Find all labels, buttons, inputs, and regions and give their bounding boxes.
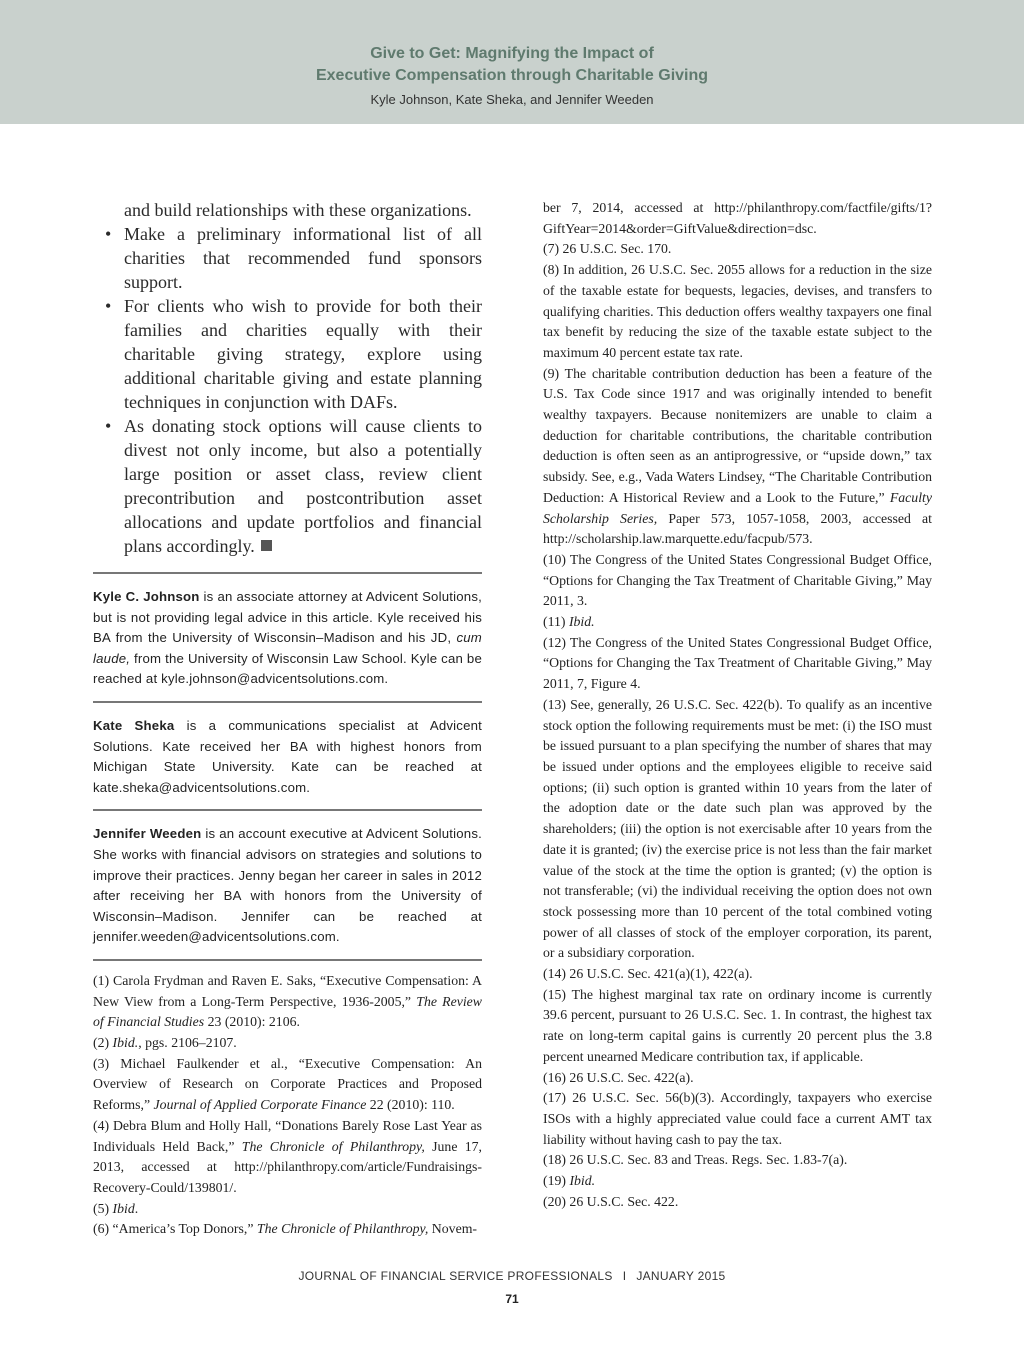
endnote: (4) Debra Blum and Holly Hall, “Donations Barely Rose Last Year as Individuals Held Back,” The Chronicle of Philanthropy, June 17, 2013, accessed at http://philanthropy.com/article/Fundraisings-Recovery-Could/139801/.	[93, 1117, 483, 1195]
recommendation-list	[93, 222, 482, 558]
list-item	[93, 294, 482, 414]
left-column	[93, 198, 482, 1240]
list-item-text: Make a preliminary informational list of all charities that recommended fund sponsors support.	[124, 224, 482, 292]
author-name: Kyle C. Johnson	[93, 589, 200, 604]
endnote: (12) The Congress of the United States Congressional Budget Office, “Options for Changing the Tax Treatment of Charitable Giving,” May 2011, 7, Figure 4.	[543, 634, 932, 692]
list-item-text: For clients who wish to provide for both their families and charities equally with their charitable giving strategy, explore using additional charitable giving and estate planning techniques in conjunction with DAFs.	[124, 296, 482, 412]
footer-separator: I	[622, 1269, 627, 1283]
running-header	[0, 0, 1024, 124]
endnote: (8) In addition, 26 U.S.C. Sec. 2055 allows for a reduction in the size of the taxable estate for bequests, legacies, devises, and transfers to qualifying charities. This deduction offers wealthy taxpayers one final tax benefit by reducing the size of the taxable estate subject to the maximum 40 percent estate tax rate.	[543, 262, 932, 360]
article-authors: Kyle Johnson, Kate Sheka, and Jennifer Weeden	[370, 92, 654, 107]
endnote: (3) Michael Faulkender et al., “Executive Compensation: An Overview of Research on Corporate Practices and Proposed Reforms,” Journal of Applied Corporate Finance 22 (2010): 110.	[93, 1055, 482, 1113]
endnote: (14) 26 U.S.C. Sec. 421(a)(1), 422(a).	[543, 966, 753, 982]
divider	[93, 959, 482, 961]
endnote: (9) The charitable contribution deduction has been a feature of the U.S. Tax Code since 1917 and was originally intended to benefit wealthy taxpayers. Because nonitemizers are unable to claim a deduction for charitable contributions, the charitable contribution deduction is often seen as an antiprogressive, or “upside down,” tax subsidy. See, e.g., Vada Waters Lindsey, “The Charitable Contribution Deduction: A Historical Review and a Look to the Future,” Faculty Scholarship Series, Paper 573, 1057-1058, 2003, accessed at http://scholarship.law.marquette.edu/facpub/573.	[543, 365, 932, 547]
author-name: Kate Sheka	[93, 717, 175, 733]
author-name: Jennifer Weeden	[93, 826, 202, 842]
running-footer	[0, 1269, 1024, 1283]
end-of-article-mark	[261, 540, 272, 551]
endnote: (16) 26 U.S.C. Sec. 422(a).	[543, 1069, 694, 1085]
endnote: (17) 26 U.S.C. Sec. 56(b)(3). Accordingly, taxpayers who exercise ISOs with a highly appreciated value could face a current AMT tax liability without having cash to pay the tax.	[543, 1090, 932, 1147]
endnote: (13) See, generally, 26 U.S.C. Sec. 422(b). To qualify as an incentive stock option the following requirements must be met: (i) the ISO must be issued pursuant to a plan specifying the number of shares that may be issued under options and the employees eligible to receive said options; (ii) such option is granted within 10 years from the later of the adoption date or the date such plan was approved by the shareholders; (iii) the option is not exercisable after 10 years from the date it is granted; (iv) the exercise price is not less than the fair market value of the stock at the time the option is granted; (v) the option is not transferable; (vi) the individual receiving the option does not own stock possessing more than 10 percent of the total combined voting power of all classes of stock of the employer corporation, its parent, or a subsidiary corporation.	[543, 696, 932, 961]
endnote: (1) Carola Frydman and Raven E. Saks, “Executive Compensation: A New View from a Long-Term Perspective, 1936-2005,” The Review of Financial Studies 23 (2010): 2106.	[93, 972, 482, 1030]
endnote: (7) 26 U.S.C. Sec. 170.	[543, 241, 672, 257]
endnote: (5) Ibid.	[93, 1200, 139, 1216]
endnote: (15) The highest marginal tax rate on ordinary income is currently 39.6 percent, pursuant to 26 U.S.C. Sec. 1. In contrast, the highest tax rate on long-term capital gains is currently 20 percent plus the 3.8 percent unearned Medicare contribution tax, if applicable.	[543, 986, 932, 1064]
endnote: (6) “America’s Top Donors,” The Chronicle of Philanthropy, Novem-	[93, 1221, 478, 1237]
issue-date: JANUARY 2015	[636, 1269, 726, 1283]
list-item	[93, 222, 482, 294]
endnotes-right	[543, 198, 932, 1212]
journal-name: JOURNAL OF FINANCIAL SERVICE PROFESSIONALS	[298, 1269, 613, 1283]
article-title-line-2: Executive Compensation through Charitable Giving	[315, 67, 709, 84]
author-bio-weeden: Jennifer Weeden is an account executive at Advicent Solutions. She works with financial advisors on strategies and solutions to improve their practices. Jenny began her career in sales in 2012 after receiving her BA with honors from the University of Wisconsin–Madison. Jennifer can be reached at jennifer.weeden@advicentsolutions.com.	[93, 826, 482, 945]
endnote: (11) Ibid.	[543, 614, 595, 630]
endnote: ber 7, 2014, accessed at http://philanthropy.com/factfile/gifts/1?GiftYear=2014&order=GiftValue&direction=dsc.	[543, 200, 932, 236]
list-item	[93, 414, 482, 558]
endnote: (10) The Congress of the United States Congressional Budget Office, “Options for Changing the Tax Treatment of Charitable Giving,” May 2011, 3.	[543, 551, 932, 609]
endnote: (18) 26 U.S.C. Sec. 83 and Treas. Regs. Sec. 1.83-7(a).	[543, 1152, 848, 1168]
endnotes-left	[93, 971, 482, 1240]
continuation-text: and build relationships with these organizations.	[124, 200, 472, 220]
author-bio-johnson: Kyle C. Johnson is an associate attorney at Advicent Solutions, but is not providing legal advice in this article. Kyle received his BA from the University of Wisconsin–Madison and his JD, cum laude, from the University of Wisconsin Law School. Kyle can be reached at kyle.johnson@advicentsolutions.com.	[93, 589, 482, 687]
page-number: 71	[505, 1292, 519, 1306]
list-item-text: As donating stock options will cause clients to divest not only income, but also a potentially large position or asset class, review client precontribution and postcontribution asset allocations and update portfolios and financial plans accordingly.	[124, 416, 482, 556]
article-title-line-1: Give to Get: Magnifying the Impact of	[370, 45, 654, 62]
endnote: (20) 26 U.S.C. Sec. 422.	[543, 1193, 679, 1209]
endnote: (2) Ibid., pgs. 2106–2107.	[93, 1035, 237, 1051]
author-bio-sheka: Kate Sheka is a communications specialist at Advicent Solutions. Kate received her BA with highest honors from Michigan State University. Kate can be reached at kate.sheka@advicentsolutions.com.	[93, 717, 482, 795]
endnote: (19) Ibid.	[543, 1173, 596, 1189]
